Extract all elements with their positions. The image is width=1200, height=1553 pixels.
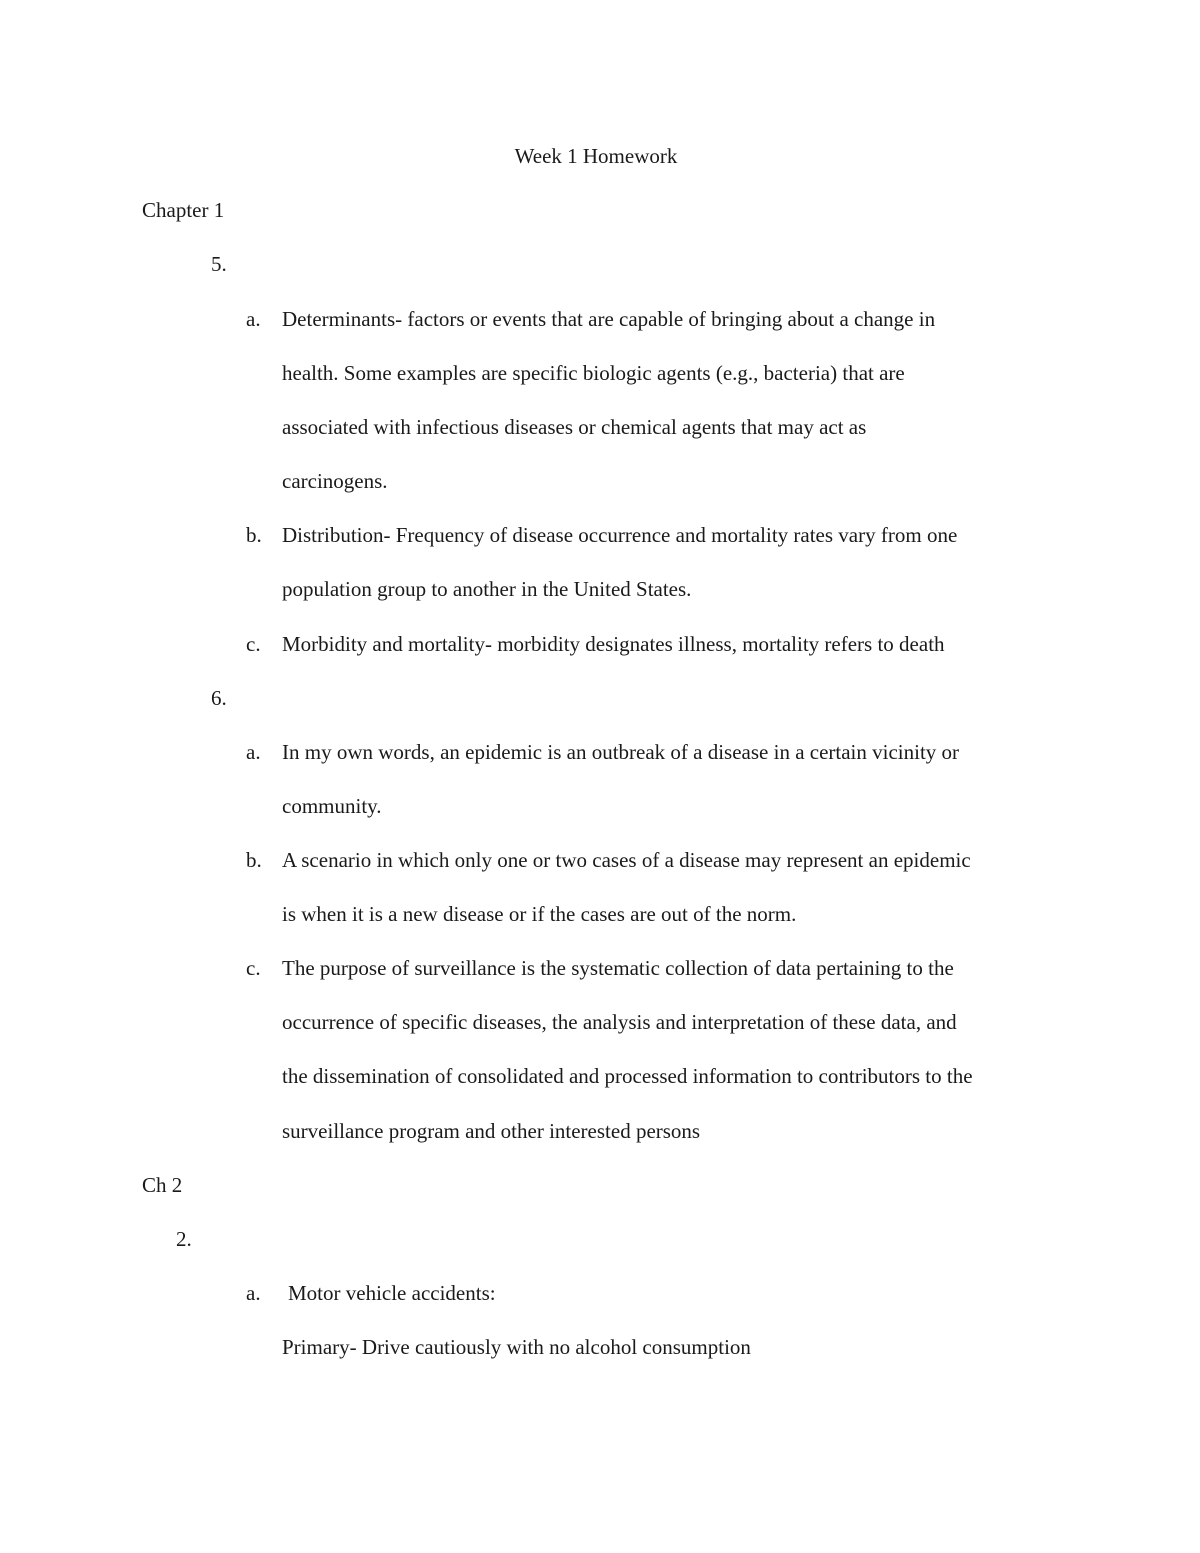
q6-c-line: the dissemination of consolidated and processed information to contributors to the bbox=[282, 1064, 973, 1088]
q5-a-line: Determinants- factors or events that are capable of bringing about a change in bbox=[282, 307, 936, 331]
q5-b-marker: b. bbox=[246, 523, 262, 547]
document-title: Week 1 Homework bbox=[514, 144, 678, 168]
q5-c-marker: c. bbox=[246, 632, 261, 656]
q5-a-line: associated with infectious diseases or chemical agents that may act as bbox=[282, 415, 867, 439]
q5-c-line: Morbidity and mortality- morbidity designates illness, mortality refers to death bbox=[282, 632, 945, 656]
chapter-2-heading: Ch 2 bbox=[142, 1173, 183, 1197]
q5-a-line: health. Some examples are specific biologic agents (e.g., bacteria) that are bbox=[282, 361, 905, 385]
chapter-1-heading: Chapter 1 bbox=[142, 198, 225, 222]
q6-c-line: surveillance program and other interested persons bbox=[282, 1119, 701, 1143]
q6-b-line: A scenario in which only one or two cases of a disease may represent an epidemic bbox=[282, 848, 971, 872]
ch2-q2-a-marker: a. bbox=[246, 1281, 261, 1305]
q6-a-marker: a. bbox=[246, 740, 261, 764]
q5-a-line: carcinogens. bbox=[282, 469, 388, 493]
q6-c-marker: c. bbox=[246, 956, 261, 980]
q5-b-line: population group to another in the United States. bbox=[282, 577, 692, 601]
q5-b-line: Distribution- Frequency of disease occurrence and mortality rates vary from one bbox=[282, 523, 958, 547]
ch2-question-2-number: 2. bbox=[176, 1227, 192, 1251]
q6-c-line: The purpose of surveillance is the systematic collection of data pertaining to the bbox=[282, 956, 954, 980]
question-5-number: 5. bbox=[211, 252, 227, 276]
q6-a-line: community. bbox=[282, 794, 382, 818]
ch2-q2-primary-line: Primary- Drive cautiously with no alcohol consumption bbox=[282, 1335, 751, 1359]
q6-b-marker: b. bbox=[246, 848, 262, 872]
question-6-number: 6. bbox=[211, 686, 227, 710]
q6-a-line: In my own words, an epidemic is an outbreak of a disease in a certain vicinity or bbox=[282, 740, 960, 764]
ch2-q2-a-line: Motor vehicle accidents: bbox=[288, 1281, 496, 1305]
q6-b-line: is when it is a new disease or if the cases are out of the norm. bbox=[282, 902, 797, 926]
q6-c-line: occurrence of specific diseases, the analysis and interpretation of these data, and bbox=[282, 1010, 957, 1034]
q5-a-marker: a. bbox=[246, 307, 261, 331]
